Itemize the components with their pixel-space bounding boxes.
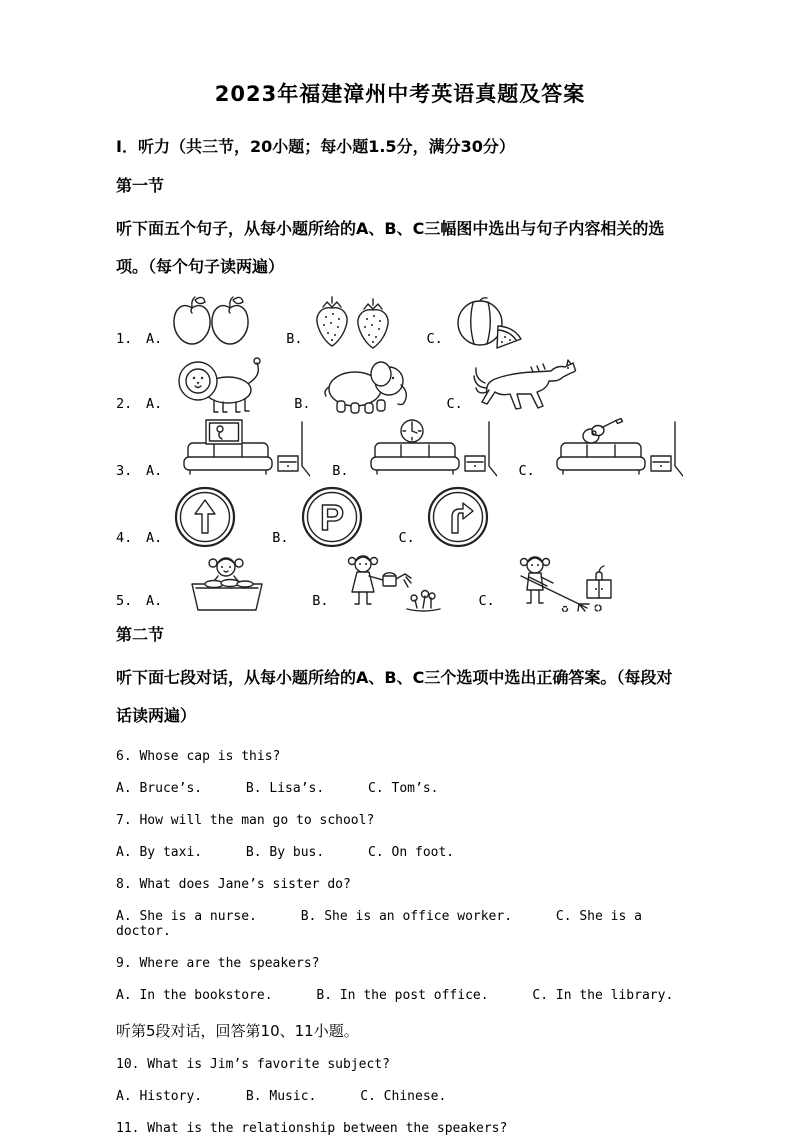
picture-option xyxy=(312,552,446,612)
listening-section-heading: Ⅰ．听力（共三节，20小题；每小题1.5分，满分30分） xyxy=(116,137,515,156)
question-9-text: 9. Where are the speakers? xyxy=(116,956,320,971)
option-a: A. History. xyxy=(116,1089,203,1104)
part2-instructions: 听下面七段对话，从每小题所给的A、B、C三个选项中选出正确答案。（每段对话读两遍） xyxy=(116,668,673,725)
girl-washing-dishes-icon xyxy=(170,552,280,612)
sofa-with-picture-frame-icon xyxy=(170,418,310,482)
option-label: A. xyxy=(146,593,163,609)
question-7-text: 7. How will the man go to school? xyxy=(116,813,375,828)
question-9-options xyxy=(116,988,684,1003)
option-b: B. Music. xyxy=(245,1089,317,1104)
option-c: C. In the library. xyxy=(532,988,674,1003)
girl-sweeping-floor-icon xyxy=(503,552,615,612)
two-strawberries-icon xyxy=(311,292,395,350)
option-b: B. By bus. xyxy=(245,845,325,860)
go-straight-sign-icon xyxy=(170,485,240,549)
question-number: 1. xyxy=(116,331,133,347)
option-a: A. Bruce’s. xyxy=(116,781,203,796)
option-label: C. xyxy=(446,396,463,412)
picture-question-row-2 xyxy=(116,353,684,415)
option-b: B. She is an office worker. xyxy=(300,909,513,924)
picture-option xyxy=(479,552,615,612)
sofa-with-clock-icon xyxy=(357,418,497,482)
option-label: B. xyxy=(332,463,349,479)
question-8-options xyxy=(116,909,684,939)
option-c: C. She is a doctor. xyxy=(116,909,642,939)
parking-sign-icon xyxy=(297,485,367,549)
dialogue-5-note: 听第5段对话，回答第10、11小题。 xyxy=(116,1022,359,1040)
picture-question-row-5 xyxy=(116,552,684,612)
part1-instructions: 听下面五个句子，从每小题所给的A、B、C三幅图中选出与句子内容相关的选项。（每个句子读两遍） xyxy=(116,219,665,276)
picture-option xyxy=(146,485,240,549)
option-label: A. xyxy=(146,331,163,347)
lion-icon xyxy=(170,353,262,415)
option-label: A. xyxy=(146,530,163,546)
question-8-text: 8. What does Jane’s sister do? xyxy=(116,877,351,892)
option-b: B. Lisa’s. xyxy=(245,781,325,796)
picture-option xyxy=(272,485,366,549)
option-label: C. xyxy=(398,530,415,546)
option-label: B. xyxy=(312,593,329,609)
picture-question-row-1 xyxy=(116,292,684,350)
part1-label: 第一节 xyxy=(116,176,165,195)
picture-option xyxy=(286,292,394,350)
question-11-text: 11. What is the relationship between the speakers? xyxy=(116,1121,508,1136)
running-horse-icon xyxy=(471,359,585,415)
picture-option xyxy=(332,418,496,482)
option-b: B. In the post office. xyxy=(316,988,489,1003)
question-10-text: 10. What is Jim’s favorite subject? xyxy=(116,1057,390,1072)
picture-option xyxy=(146,418,310,482)
option-a: A. In the bookstore. xyxy=(116,988,273,1003)
picture-option xyxy=(294,355,414,415)
picture-option xyxy=(427,296,529,350)
picture-option xyxy=(399,485,493,549)
option-label: C. xyxy=(478,593,495,609)
part2-label: 第二节 xyxy=(116,625,165,644)
picture-option xyxy=(447,359,585,415)
option-label: C. xyxy=(426,331,443,347)
option-label: B. xyxy=(294,396,311,412)
option-label: A. xyxy=(146,463,163,479)
picture-option xyxy=(146,353,262,415)
option-label: A. xyxy=(146,396,163,412)
question-number: 2. xyxy=(116,396,133,412)
question-6-options xyxy=(116,781,684,796)
turn-right-sign-icon xyxy=(423,485,493,549)
picture-question-row-3 xyxy=(116,418,684,482)
picture-option xyxy=(519,418,683,482)
picture-option xyxy=(146,294,254,350)
option-label: C. xyxy=(518,463,535,479)
girl-watering-flowers-icon xyxy=(337,552,447,612)
option-a: A. By taxi. xyxy=(116,845,203,860)
option-label: B. xyxy=(286,331,303,347)
question-7-options xyxy=(116,845,684,860)
question-10-options xyxy=(116,1089,684,1104)
page-title: 2023年福建漳州中考英语真题及答案 xyxy=(214,82,586,106)
sofa-with-guitar-icon xyxy=(543,418,683,482)
question-number: 5. xyxy=(116,593,133,609)
svg-text:P: P xyxy=(319,497,344,538)
picture-question-row-4 xyxy=(116,485,684,549)
question-number: 3. xyxy=(116,463,133,479)
option-c: C. Chinese. xyxy=(360,1089,447,1104)
elephant-icon xyxy=(319,355,415,415)
option-a: A. She is a nurse. xyxy=(116,909,257,924)
option-c: C. Tom’s. xyxy=(368,781,439,796)
two-apples-icon xyxy=(170,294,254,350)
watermelon-with-slice-icon xyxy=(451,296,529,350)
option-c: C. On foot. xyxy=(368,845,455,860)
question-6-text: 6. Whose cap is this? xyxy=(116,749,281,764)
picture-option xyxy=(146,552,280,612)
question-number: 4. xyxy=(116,530,133,546)
option-label: B. xyxy=(272,530,289,546)
